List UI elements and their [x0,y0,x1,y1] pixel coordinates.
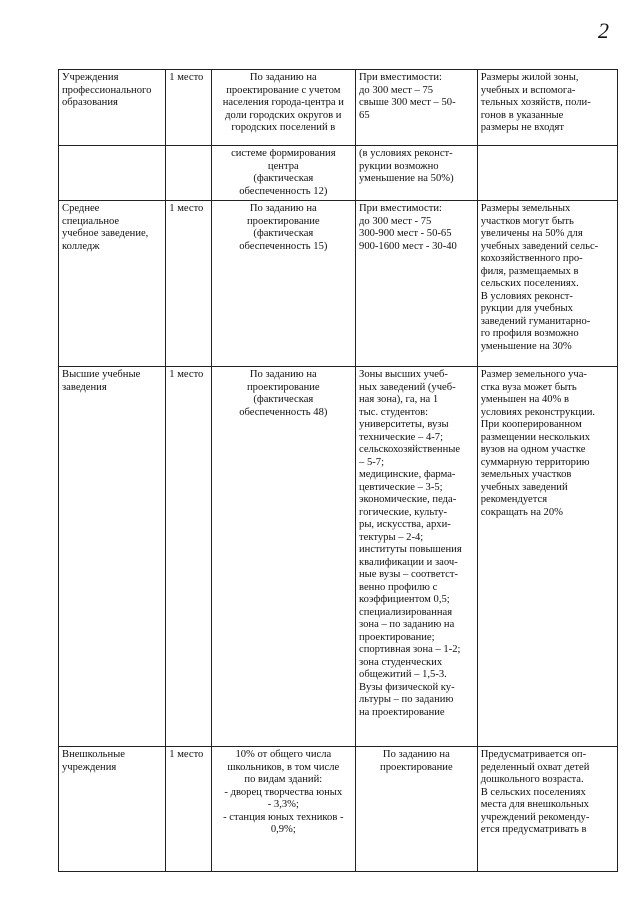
cell-line: 900-1600 мест - 30-40 [359,240,457,252]
cell-line: учреждения [62,761,117,773]
cell-line: рекомендуется [480,494,548,505]
cell-line: профессионального [62,84,152,96]
cell-capacity [211,367,355,747]
cell-line: тыс. студентов: [359,406,429,418]
table-row [59,201,618,367]
cell-line: зона студенческих [359,656,443,668]
cell-line: 65 [359,109,370,121]
cell-line: экономические, педа- [359,494,457,505]
cell-line: зона – по заданию на [359,619,455,630]
cell-line: (фактическая [253,173,314,184]
cell-line: При кооперированном [480,419,582,430]
table-row [59,747,618,872]
cell-line: 300-900 мест - 50-65 [359,228,452,239]
cell-line: При вместимости: [359,72,442,83]
cell-text: 1 место [169,749,204,760]
cell-line: рукции возможно [359,160,439,172]
cell-line: Высшие учебные [62,369,141,380]
cell-line: 0,9%; [270,824,296,835]
cell-capacity [211,201,355,367]
cell-line: ная зона), га, на 1 [359,394,439,405]
cell-line: учреждений рекоменду- [480,811,590,823]
cell-line: - станция юных техников - [223,811,344,823]
cell-line: Размеры земельных [480,203,571,214]
cell-line: Внешкольные [62,749,125,760]
cell-line: коэффициентом 0,5; [359,594,450,605]
cell-line: проектирование [247,381,320,393]
cell-line: Вузы физической ку- [359,681,455,693]
cell-line: 10% от общего числа [235,749,332,760]
cell-line: го профиля возможно [480,328,579,339]
cell-line: общежитий – 1,5-3. [359,669,447,680]
cell-line: филя, размещаемых в [480,265,579,277]
cell-line: Предусматривается оп- [480,749,587,760]
cell-line: проектирование [247,215,320,227]
cell-line: ных заведений (учеб- [359,381,456,393]
cell-norm [166,146,211,201]
cell-text: 1 место [169,72,204,83]
cell-text: 1 место [169,369,204,380]
cell-line: заведений гуманитарно- [480,315,591,327]
cell-line: По заданию на [249,369,317,380]
cell-line: ры, искусства, архи- [359,519,451,530]
cell-line: По заданию на [249,203,317,214]
cell-line: университеты, вузы [359,419,449,430]
cell-line: Учреждения [62,72,119,83]
cell-institution [59,747,166,872]
cell-line: сельских поселениях. [480,278,579,289]
cell-line: образования [62,97,118,108]
cell-line: В условиях реконст- [480,290,573,302]
cell-line: ределенный охват детей [480,761,590,773]
cell-line: земельных участков [480,469,572,480]
cell-institution [59,201,166,367]
cell-line: тельных хозяйств, поли- [480,97,591,108]
cell-line: рукции для учебных [480,303,573,314]
cell-line: уменьшение на 50%) [359,173,454,184]
cell-norm [166,747,211,872]
cell-line: системе формирования [231,148,336,159]
cell-line: льтуры – по заданию [359,694,454,705]
cell-line: специальное [62,215,120,227]
cell-line: – 5-7; [359,456,385,468]
cell-line: Размеры жилой зоны, [480,72,579,83]
cell-line: проектирование; [359,631,435,643]
cell-line: учебных заведений [480,481,568,493]
cell-notes [477,201,617,367]
cell-line: доли городских округов и [225,109,342,121]
cell-line: институты повышения [359,544,462,555]
cell-line: медицинские, фарма- [359,469,456,480]
cell-line: уменьшение на 30% [480,340,572,352]
cell-line: учебных заведений сельс- [480,240,599,252]
cell-line: по видам зданий: [244,774,323,785]
cell-line: места для внешкольных [480,799,589,810]
cell-institution [59,70,166,146]
cell-line: размеры не входят [480,122,565,133]
cell-line: проектирование с учетом [226,84,341,96]
cell-line: По заданию на [249,72,317,83]
cell-norm [166,70,211,146]
cell-line: По заданию на [382,749,450,760]
cell-line: сокращать на 20% [480,506,563,518]
cell-capacity [211,70,355,146]
cell-line: специализированная [359,606,453,618]
cell-line: размещении нескольких [480,431,590,443]
cell-line: центра [267,160,299,172]
cell-area [356,146,478,201]
cell-line: Размер земельного уча- [480,369,587,380]
cell-text: 1 место [169,203,204,214]
cell-line: - дворец творчества юных [224,786,343,798]
cell-line: колледж [62,240,100,252]
cell-line: учебное заведение, [62,228,149,239]
cell-line: до 300 мест – 75 [359,84,434,96]
cell-line: вузов на одном участке [480,444,586,455]
cell-line: обеспеченность 48) [239,406,328,418]
cell-line: ется предусматривать в [480,824,587,835]
page-number: 2 [598,18,609,43]
cell-line: Среднее [62,203,100,214]
cell-norm [166,201,211,367]
cell-line: Зоны высших учеб- [359,369,448,380]
cell-line: увеличены на 50% для [480,228,583,239]
cell-notes [477,747,617,872]
cell-line: гонов в указанные [480,109,564,121]
cell-line: проектирование [380,761,453,773]
norms-table [58,69,618,872]
cell-line: (фактическая [253,394,314,405]
table-row [59,146,618,201]
cell-capacity [211,747,355,872]
cell-notes [477,146,617,201]
cell-line: цевтические – 3-5; [359,481,443,493]
cell-line: спортивная зона – 1-2; [359,644,461,655]
cell-line: обеспеченность 15) [239,240,328,252]
cell-line: свыше 300 мест – 50- [359,97,456,108]
cell-line: ные вузы – соответст- [359,569,459,580]
table-row [59,367,618,747]
cell-area [356,70,478,146]
cell-line: суммарную территорию [480,456,590,468]
cell-capacity [211,146,355,201]
cell-area [356,367,478,747]
cell-line: технические – 4-7; [359,431,444,443]
cell-line: (в условиях реконст- [359,148,453,159]
cell-institution [59,367,166,747]
cell-line: уменьшен на 40% в [480,394,570,405]
cell-notes [477,70,617,146]
cell-notes [477,367,617,747]
cell-line: дошкольного возраста. [480,774,584,785]
cell-line: городских поселений в [231,122,336,133]
cell-line: кохозяйственного про- [480,253,583,264]
cell-norm [166,367,211,747]
cell-line: венно профилю с [359,581,438,593]
cell-area [356,201,478,367]
cell-line: В сельских поселениях [480,786,586,798]
cell-area [356,747,478,872]
cell-line: учебных и вспомога- [480,84,576,96]
cell-line: стка вуза может быть [480,381,577,393]
cell-line: школьников, в том числе [227,761,340,773]
cell-line: сельскохозяйственные [359,444,461,455]
cell-line: тектуры – 2-4; [359,531,424,543]
cell-line: до 300 мест - 75 [359,215,432,227]
cell-line: (фактическая [253,228,314,239]
cell-line: участков могут быть [480,215,574,227]
cell-line: условиях реконструкции. [480,406,596,418]
cell-line: заведения [62,381,107,393]
cell-line: При вместимости: [359,203,442,214]
cell-line: населения города-центра и [222,97,344,108]
cell-line: квалификации и заоч- [359,556,458,568]
cell-line: - 3,3%; [267,799,299,810]
cell-line: на проектирование [359,706,445,718]
cell-line: обеспеченность 12) [239,185,328,197]
cell-line: гогические, культу- [359,506,448,518]
cell-institution [59,146,166,201]
table-row [59,70,618,146]
